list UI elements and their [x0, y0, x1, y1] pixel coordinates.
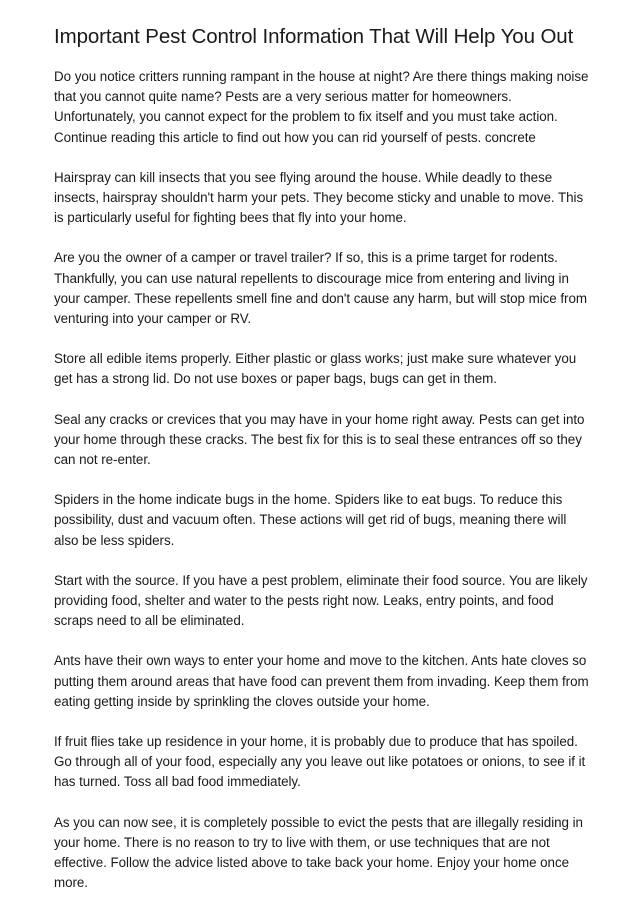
paragraph-camper: Are you the owner of a camper or travel trailer? If so, this is a prime target for rodents. Thankfully, you can use natural repellents to discourage mice from entering and living in your camper. These repellents smell fine and don't cause any harm, but will stop mice from venturing into your camper or RV.: [54, 250, 587, 327]
paragraph-ants: Ants have their own ways to enter your home and move to the kitchen. Ants hate cloves so putting them around areas that have food can prevent them from invading. Keep them from eating getting inside by sprinkling the cloves outside your home.: [54, 653, 589, 709]
paragraph-spiders: Spiders in the home indicate bugs in the home. Spiders like to eat bugs. To reduce this possibility, dust and vacuum often. These actions will get rid of bugs, meaning there will also be less spiders.: [54, 492, 567, 548]
paragraph-storage: Store all edible items properly. Either plastic or glass works; just make sure whatever you get has a strong lid. Do not use boxes or paper bags, bugs can get in them.: [54, 351, 577, 387]
document-page: [54, 22, 594, 914]
paragraph-cracks: Seal any cracks or crevices that you may have in your home right away. Pests can get into your home through these cracks. The best fix for this is to seal these entrances off so they can not re-enter.: [54, 411, 585, 468]
paragraph-source: Start with the source. If you have a pest problem, eliminate their food source. You are likely providing food, shelter and water to the pests right now. Leaks, entry points, and food scraps need to all be eliminated.: [54, 572, 588, 629]
paragraph-fruit-flies: If fruit flies take up residence in your home, it is probably due to produce that has spoiled. Go through all of your food, especially any you leave out like potatoes or onions, to see if it has turned. Toss all bad food immediately.: [54, 734, 586, 790]
page-title: Important Pest Control Information That Will Help You Out: [54, 25, 574, 48]
paragraph-hairspray: Hairspray can kill insects that you see flying around the house. While deadly to these insects, hairspray shouldn't harm your pets. They become sticky and unable to move. This is particularly useful for fighting bees that fly into your home.: [54, 169, 584, 226]
paragraph-intro: Do you notice critters running rampant in the house at night? Are there things making noise that you cannot quite name? Pests are a very serious matter for homeowners. Unfortunately, you cannot expect for the problem to fix itself and you must take action. Continue reading this article to find out how you can rid yourself of pests. concrete: [54, 69, 589, 145]
paragraph-conclusion: As you can now see, it is completely possible to evict the pests that are illegally residing in your home. There is no reason to try to live with them, or use techniques that are not effective. Follow the advice listed above to take back your home. Enjoy your home once more.: [54, 814, 583, 891]
